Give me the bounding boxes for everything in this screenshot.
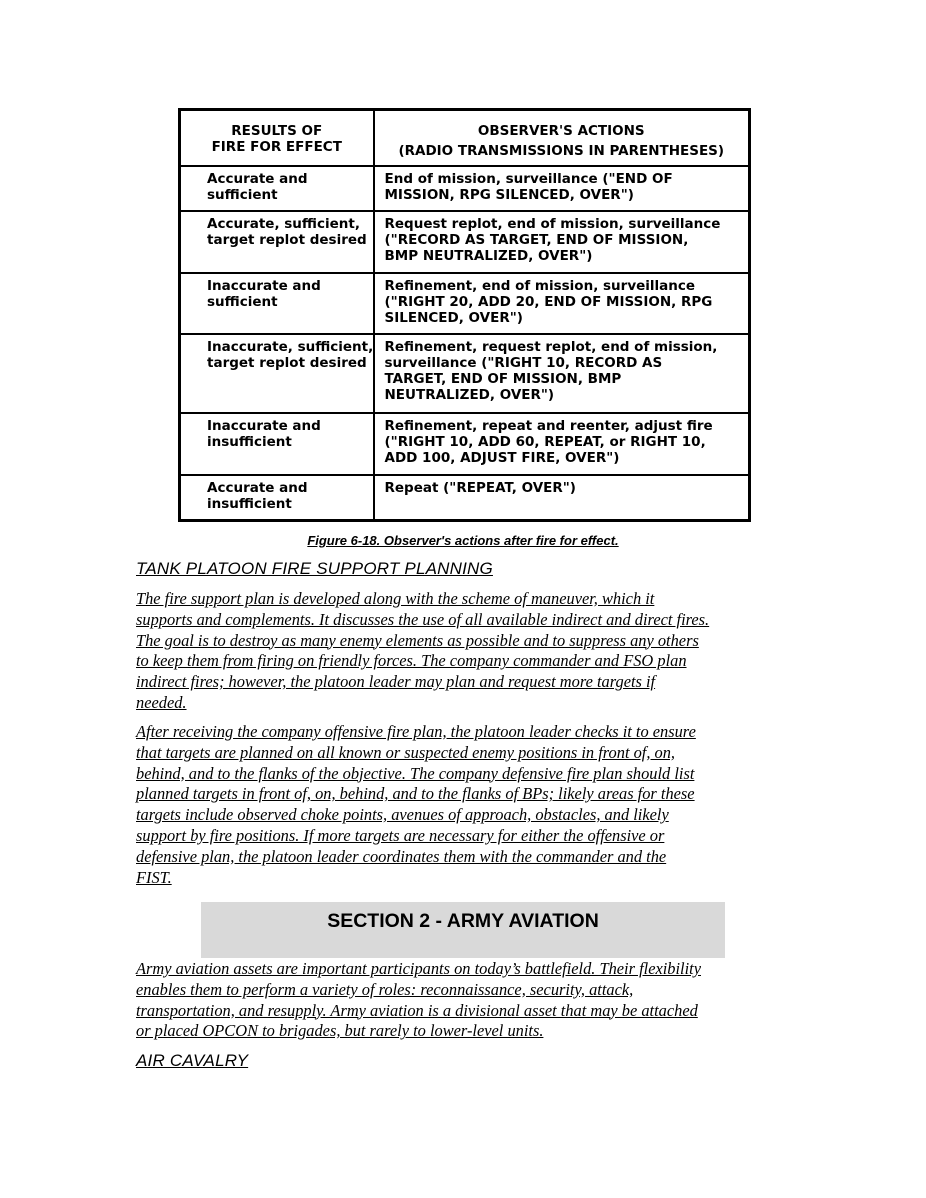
table-row	[180, 211, 750, 273]
paragraph-line: planned targets in front of, on, behind, and to the flanks of BPs; likely areas for these	[136, 784, 695, 804]
cell-line: TARGET, END OF MISSION, BMP	[384, 371, 622, 388]
cell-line: surveillance ("RIGHT 10, RECORD AS	[384, 355, 663, 372]
paragraph-line: After receiving the company offensive fire plan, the platoon leader checks it to ensure	[136, 722, 696, 741]
cell-line: Inaccurate and	[207, 418, 321, 435]
cell-line: SILENCED, OVER")	[384, 309, 523, 326]
cell-line: Accurate, sufficient,	[207, 215, 360, 232]
paragraph-line: The fire support plan is developed along with the scheme of maneuver, which it	[136, 589, 655, 608]
action-cell	[374, 334, 750, 413]
army-aviation-paragraph	[136, 959, 796, 1042]
fire-support-paragraph	[136, 589, 796, 714]
paragraph-line: supports and complements. It discusses the use of all available indirect and direct fires.	[136, 609, 710, 629]
paragraph-line: or placed OPCON to brigades, but rarely to lower-level units.	[136, 1021, 544, 1041]
observer-actions-table	[178, 108, 751, 522]
cell-line: Inaccurate and	[207, 277, 321, 294]
action-cell	[374, 413, 750, 475]
cell-line: Accurate and	[207, 480, 308, 497]
result-cell	[180, 166, 374, 211]
results-header: RESULTS OF FIRE FOR EFFECT	[180, 110, 374, 167]
action-cell	[374, 475, 750, 520]
paragraph-line: defensive plan, the platoon leader coordinates them with the commander and the	[136, 846, 667, 866]
action-cell	[374, 166, 750, 211]
tank-platoon-heading: TANK PLATOON FIRE SUPPORT PLANNING	[136, 559, 493, 578]
section-banner	[201, 902, 725, 958]
paragraph-line: that targets are planned on all known or suspected enemy positions in front of, on,	[136, 742, 676, 762]
cell-line: Inaccurate, sufficient,	[207, 339, 374, 356]
paragraph-line: needed.	[136, 692, 187, 712]
table-row	[180, 166, 750, 211]
action-cell	[374, 273, 750, 335]
table-row	[180, 475, 750, 520]
result-cell	[180, 273, 374, 335]
cell-line: insufficient	[207, 496, 292, 513]
fire-plan-paragraph	[136, 722, 796, 888]
paragraph-line: to keep them from firing on friendly forces. The company commander and FSO plan	[136, 651, 687, 671]
result-cell	[180, 211, 374, 273]
paragraph-line: transportation, and resupply. Army aviation is a divisional asset that may be attached	[136, 1000, 698, 1020]
cell-line: Accurate and	[207, 171, 308, 187]
action-cell	[374, 211, 750, 273]
cell-line: Refinement, request replot, end of mission,	[384, 339, 718, 356]
cell-line: ("RIGHT 10, ADD 60, REPEAT, or RIGHT 10,	[384, 434, 706, 451]
cell-line: BMP NEUTRALIZED, OVER")	[384, 247, 593, 264]
paragraph-line: targets include observed choke points, avenues of approach, obstacles, and likely	[136, 805, 669, 825]
table-row	[180, 413, 750, 475]
cell-line: ADD 100, ADJUST FIRE, OVER")	[384, 450, 620, 467]
table-header-row	[180, 110, 750, 167]
cell-line: sufficient	[207, 187, 278, 203]
result-cell	[180, 413, 374, 475]
cell-line: Refinement, end of mission, surveillance	[384, 277, 696, 294]
cell-line: target replot desired	[207, 355, 367, 372]
result-cell	[180, 334, 374, 413]
cell-line: End of mission, surveillance ("END OF	[384, 171, 673, 187]
result-cell	[180, 475, 374, 520]
cell-line: MISSION, RPG SILENCED, OVER")	[384, 187, 634, 203]
paragraph-line: FIST.	[136, 867, 172, 887]
table-body	[180, 166, 750, 521]
cell-line: NEUTRALIZED, OVER")	[384, 387, 555, 404]
paragraph-line: Army aviation assets are important participants on today’s battlefield. Their flexibility	[136, 959, 701, 978]
table-row	[180, 273, 750, 335]
paragraph-line: The goal is to destroy as many enemy elements as possible and to suppress any others	[136, 630, 699, 650]
cell-line: Request replot, end of mission, surveillance	[384, 215, 721, 232]
air-cavalry-heading: AIR CAVALRY	[136, 1051, 249, 1070]
cell-line: Refinement, repeat and reenter, adjust fire	[384, 418, 713, 435]
paragraph-line: indirect fires; however, the platoon leader may plan and request more targets if	[136, 672, 656, 692]
actions-header: OBSERVER'S ACTIONS (RADIO TRANSMISSIONS IN PARENTHESES)	[374, 110, 750, 167]
paragraph-line: behind, and to the flanks of the objective. The company defensive fire plan should list	[136, 763, 695, 783]
cell-line: Repeat ("REPEAT, OVER")	[384, 480, 576, 497]
cell-line: target replot desired	[207, 231, 367, 248]
section-title: SECTION 2 - ARMY AVIATION	[327, 910, 599, 932]
cell-line: ("RIGHT 20, ADD 20, END OF MISSION, RPG	[384, 293, 713, 310]
cell-line: insufficient	[207, 434, 292, 451]
paragraph-line: enables them to perform a variety of roles: reconnaissance, security, attack,	[136, 979, 634, 999]
paragraph-line: support by fire positions. If more targets are necessary for either the offensive or	[136, 825, 665, 845]
cell-line: ("RECORD AS TARGET, END OF MISSION,	[384, 231, 689, 248]
table-row	[180, 334, 750, 413]
figure-caption: Figure 6-18. Observer's actions after fire for effect.	[307, 533, 619, 548]
cell-line: sufficient	[207, 293, 278, 310]
